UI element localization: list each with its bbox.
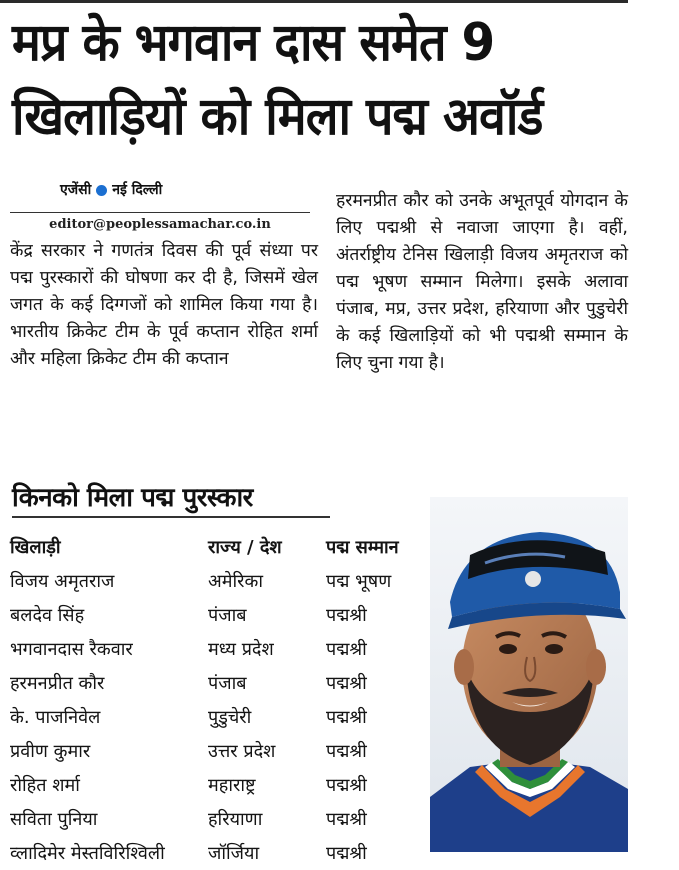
header-award: पद्म सम्मान xyxy=(326,537,399,558)
player-name: भगवानदास रैकवार xyxy=(10,639,133,660)
player-award: पद्मश्री xyxy=(326,843,367,864)
player-state: हरियाणा xyxy=(208,809,263,830)
table-row xyxy=(10,632,426,666)
awards-table-header-row xyxy=(10,530,426,564)
table-row xyxy=(10,700,426,734)
player-state: पंजाब xyxy=(208,605,247,626)
player-name: रोहित शर्मा xyxy=(10,775,80,796)
player-photo xyxy=(430,497,628,852)
player-name: बलदेव सिंह xyxy=(10,605,85,626)
right-ear xyxy=(586,649,606,685)
top-rule xyxy=(0,0,628,3)
player-portrait-illustration xyxy=(430,497,628,852)
table-row xyxy=(10,802,426,836)
player-state: उत्तर प्रदेश xyxy=(208,741,276,762)
bullet-dot-icon xyxy=(96,185,107,196)
article-column-2: हरमनप्रीत कौर को उनके अभूतपूर्व योगदान के लिए पद्मश्री से नवाजा जाएगा है। वहीं, अंतर्राष्ट्रीय टेनिस खिलाड़ी विजय अमृतराज को पद्म भूषण सम्मान मिलेगा। इसके अलावा पंजाब, मप्र, उत्तर प्रदेश, हरियाणा और पुडुचेरी के कई खिलाड़ियों को भी पद्मश्री सम्मान के लिए चुना गया है। xyxy=(336,191,628,373)
left-eye xyxy=(499,644,517,654)
player-name: प्रवीण कुमार xyxy=(10,741,91,762)
player-award: पद्म भूषण xyxy=(326,571,392,592)
table-row xyxy=(10,564,426,598)
player-name: के. पाजनिवेल xyxy=(10,707,101,728)
table-row xyxy=(10,598,426,632)
player-award: पद्मश्री xyxy=(326,707,367,728)
left-ear xyxy=(454,649,474,685)
email-address: editor@peoplessamachar.co.in xyxy=(10,212,310,232)
table-row xyxy=(10,666,426,700)
cap-logo-icon xyxy=(525,571,541,587)
player-award: पद्मश्री xyxy=(326,775,367,796)
article-column-1: केंद्र सरकार ने गणतंत्र दिवस की पूर्व संध्या पर पद्म पुरस्कारों की घोषणा कर दी है, जिसमें खेल जगत के कई दिग्गजों को शामिल किया गया है। भारतीय क्रिकेट टीम के पूर्व कप्तान रोहित शर्मा और महिला क्रिकेट टीम की कप्तान xyxy=(10,241,318,369)
awards-table xyxy=(10,530,426,870)
player-name: विजय अमृतराज xyxy=(10,571,115,592)
byline xyxy=(60,180,162,199)
byline-city: नई दिल्ली xyxy=(112,182,163,198)
table-row xyxy=(10,768,426,802)
player-award: पद्मश्री xyxy=(326,741,367,762)
player-award: पद्मश्री xyxy=(326,639,367,660)
player-award: पद्मश्री xyxy=(326,809,367,830)
player-name: सविता पुनिया xyxy=(10,809,98,830)
headline-line-2: खिलाड़ियों को मिला पद्म अवॉर्ड xyxy=(12,87,543,147)
player-award: पद्मश्री xyxy=(326,673,367,694)
byline-agency: एजेंसी xyxy=(60,182,92,198)
player-state: महाराष्ट्र xyxy=(208,775,256,796)
player-award: पद्मश्री xyxy=(326,605,367,626)
player-state: मध्य प्रदेश xyxy=(208,639,274,660)
awards-table-title: किनको मिला पद्म पुरस्कार xyxy=(12,478,330,518)
headline xyxy=(12,6,589,154)
headline-line-1: मप्र के भगवान दास समेत 9 xyxy=(12,13,495,73)
header-player: खिलाड़ी xyxy=(10,537,61,558)
player-name: हरमनप्रीत कौर xyxy=(10,673,105,694)
player-state: पुडुचेरी xyxy=(208,707,252,728)
table-row xyxy=(10,734,426,768)
right-eye xyxy=(545,644,563,654)
player-state: अमेरिका xyxy=(208,571,264,592)
player-state: जॉर्जिया xyxy=(208,843,260,864)
header-state: राज्य / देश xyxy=(208,537,282,558)
player-state: पंजाब xyxy=(208,673,247,694)
table-row xyxy=(10,836,426,870)
player-name: व्लादिमेर मेस्तविरिश्विली xyxy=(10,843,165,864)
